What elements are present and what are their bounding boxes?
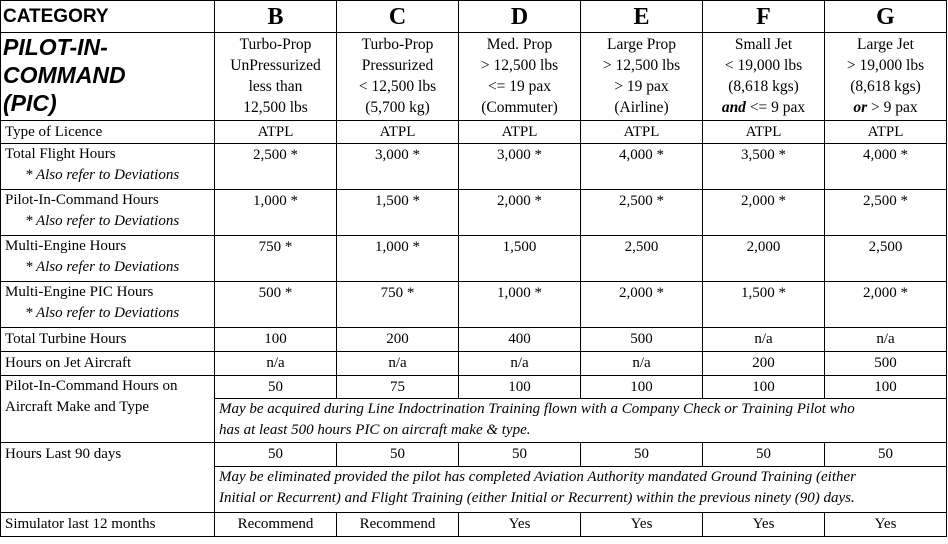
simulator-f: Yes	[703, 513, 825, 537]
pic-make-type-note: May be acquired during Line Indoctrination Training flown with a Company Check or Training Pilot who has at least 500 hours PIC on aircraft make & type.	[215, 399, 947, 443]
deviation-note: * Also refer to Deviations	[25, 259, 180, 275]
category-desc-c: Turbo-Prop Pressurized < 12,500 lbs (5,700 kg)	[337, 33, 459, 121]
multi-engine-pic-g: 2,000 *	[825, 282, 947, 328]
simulator-e: Yes	[581, 513, 703, 537]
jet-e: n/a	[581, 352, 703, 376]
pic-make-type-b: 50	[215, 376, 337, 399]
turbine-c: 200	[337, 328, 459, 352]
category-letter-c: C	[337, 1, 459, 33]
jet-c: n/a	[337, 352, 459, 376]
multi-engine-pic-e: 2,000 *	[581, 282, 703, 328]
last-90-f: 50	[703, 443, 825, 467]
last-90-e: 50	[581, 443, 703, 467]
total-flight-d: 3,000 *	[459, 144, 581, 190]
turbine-b: 100	[215, 328, 337, 352]
jet-b: n/a	[215, 352, 337, 376]
category-letter-g: G	[825, 1, 947, 33]
pic-hours-b: 1,000 *	[215, 190, 337, 236]
pic-make-type-g: 100	[825, 376, 947, 399]
licence-c: ATPL	[337, 121, 459, 144]
pic-hours-f: 2,000 *	[703, 190, 825, 236]
pic-hours-c: 1,500 *	[337, 190, 459, 236]
row-label-pic-hours: Pilot-In-Command Hours * Also refer to Deviations	[1, 190, 215, 236]
turbine-f: n/a	[703, 328, 825, 352]
category-letter-b: B	[215, 1, 337, 33]
last-90-g: 50	[825, 443, 947, 467]
category-desc-f: Small Jet < 19,000 lbs (8,618 kgs) and <= 9 pax	[703, 33, 825, 121]
row-label-multi-engine-pic: Multi-Engine PIC Hours * Also refer to Deviations	[1, 282, 215, 328]
last-90-c: 50	[337, 443, 459, 467]
category-desc-d: Med. Prop > 12,500 lbs <= 19 pax (Commuter)	[459, 33, 581, 121]
category-letter-e: E	[581, 1, 703, 33]
multi-engine-pic-f: 1,500 *	[703, 282, 825, 328]
last-90-note: May be eliminated provided the pilot has completed Aviation Authority mandated Ground Training (either Initial or Recurrent) and Flight Training (either Initial or Recurrent) within the previous ninety (90) days.	[215, 467, 947, 513]
turbine-e: 500	[581, 328, 703, 352]
total-flight-g: 4,000 *	[825, 144, 947, 190]
total-flight-f: 3,500 *	[703, 144, 825, 190]
deviation-note: * Also refer to Deviations	[25, 167, 180, 183]
turbine-d: 400	[459, 328, 581, 352]
licence-e: ATPL	[581, 121, 703, 144]
row-label-simulator: Simulator last 12 months	[1, 513, 215, 537]
pic-make-type-d: 100	[459, 376, 581, 399]
multi-engine-b: 750 *	[215, 236, 337, 282]
multi-engine-d: 1,500	[459, 236, 581, 282]
total-flight-e: 4,000 *	[581, 144, 703, 190]
pic-title: PILOT-IN- COMMAND (PIC)	[1, 33, 215, 121]
row-label-multi-engine: Multi-Engine Hours * Also refer to Deviations	[1, 236, 215, 282]
category-desc-e: Large Prop > 12,500 lbs > 19 pax (Airline)	[581, 33, 703, 121]
simulator-b: Recommend	[215, 513, 337, 537]
row-label-pic-make-type: Pilot-In-Command Hours on Aircraft Make and Type	[1, 376, 215, 443]
multi-engine-f: 2,000	[703, 236, 825, 282]
row-label-licence: Type of Licence	[1, 121, 215, 144]
licence-f: ATPL	[703, 121, 825, 144]
row-label-last-90: Hours Last 90 days	[1, 443, 215, 513]
deviation-note: * Also refer to Deviations	[25, 305, 180, 321]
multi-engine-c: 1,000 *	[337, 236, 459, 282]
total-flight-c: 3,000 *	[337, 144, 459, 190]
row-label-jet: Hours on Jet Aircraft	[1, 352, 215, 376]
simulator-g: Yes	[825, 513, 947, 537]
multi-engine-e: 2,500	[581, 236, 703, 282]
category-desc-g: Large Jet > 19,000 lbs (8,618 kgs) or > 9 pax	[825, 33, 947, 121]
category-heading: CATEGORY	[1, 1, 215, 33]
total-flight-b: 2,500 *	[215, 144, 337, 190]
pic-make-type-c: 75	[337, 376, 459, 399]
row-label-turbine: Total Turbine Hours	[1, 328, 215, 352]
multi-engine-pic-d: 1,000 *	[459, 282, 581, 328]
pic-hours-g: 2,500 *	[825, 190, 947, 236]
pic-hours-e: 2,500 *	[581, 190, 703, 236]
pic-hours-d: 2,000 *	[459, 190, 581, 236]
turbine-g: n/a	[825, 328, 947, 352]
pic-make-type-f: 100	[703, 376, 825, 399]
pic-make-type-e: 100	[581, 376, 703, 399]
last-90-d: 50	[459, 443, 581, 467]
jet-g: 500	[825, 352, 947, 376]
licence-g: ATPL	[825, 121, 947, 144]
multi-engine-pic-c: 750 *	[337, 282, 459, 328]
jet-d: n/a	[459, 352, 581, 376]
category-letter-d: D	[459, 1, 581, 33]
row-label-total-flight: Total Flight Hours * Also refer to Deviations	[1, 144, 215, 190]
simulator-c: Recommend	[337, 513, 459, 537]
simulator-d: Yes	[459, 513, 581, 537]
multi-engine-g: 2,500	[825, 236, 947, 282]
category-desc-b: Turbo-Prop UnPressurized less than 12,500 lbs	[215, 33, 337, 121]
licence-d: ATPL	[459, 121, 581, 144]
licence-b: ATPL	[215, 121, 337, 144]
category-letter-f: F	[703, 1, 825, 33]
jet-f: 200	[703, 352, 825, 376]
multi-engine-pic-b: 500 *	[215, 282, 337, 328]
last-90-b: 50	[215, 443, 337, 467]
deviation-note: * Also refer to Deviations	[25, 213, 180, 229]
